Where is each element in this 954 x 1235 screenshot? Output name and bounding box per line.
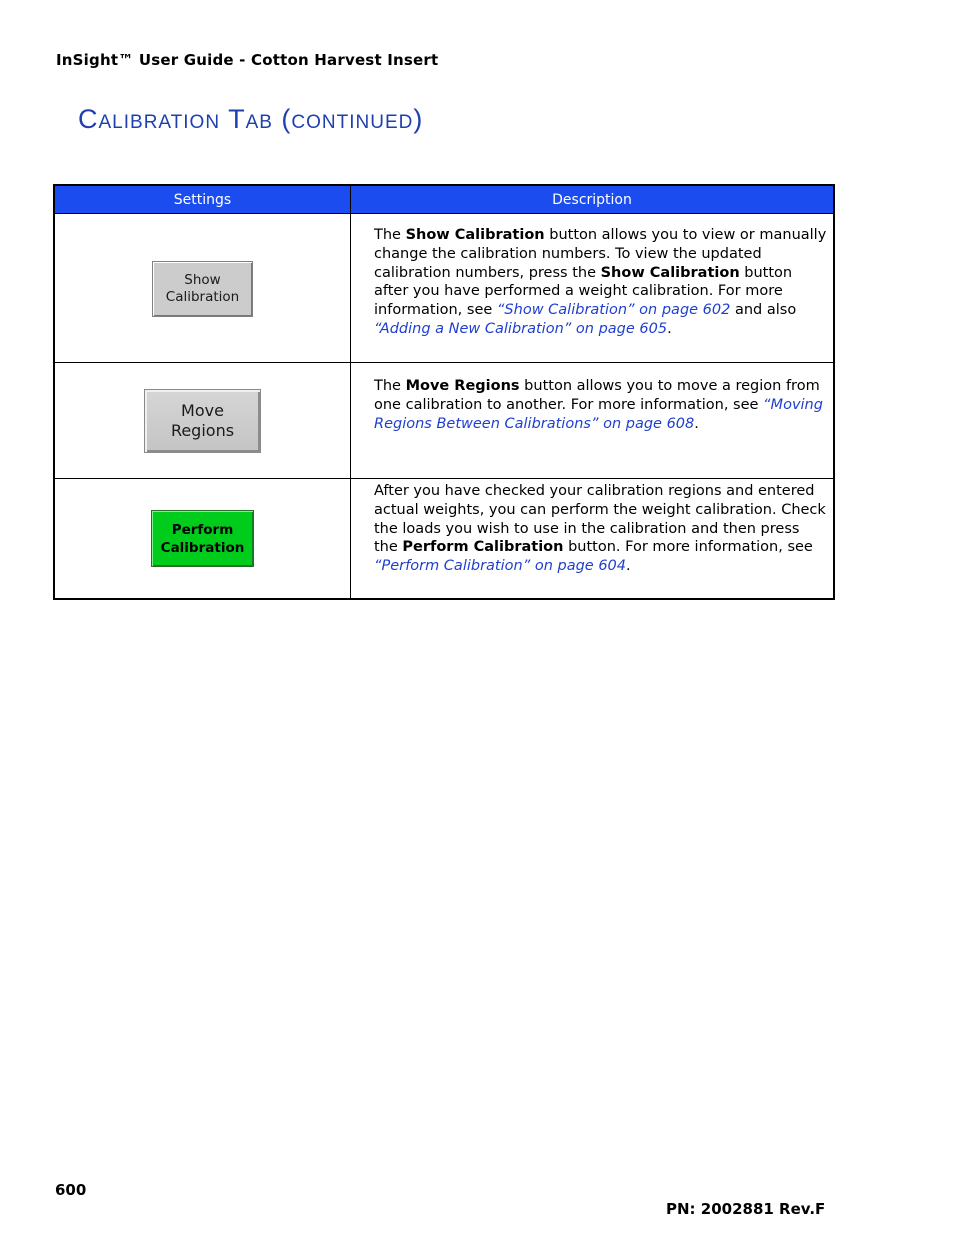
table-row	[54, 363, 834, 479]
description-cell	[351, 479, 835, 600]
perform-calibration-link[interactable]: “Perform Calibration” on page 604	[374, 558, 626, 575]
description-text: .	[667, 320, 672, 337]
table-row	[54, 479, 834, 600]
button-label-line: Show	[184, 272, 221, 288]
settings-table	[53, 184, 835, 600]
description-text: .	[694, 415, 699, 432]
button-label-line: Move	[181, 400, 224, 420]
description-text: .	[626, 558, 631, 575]
description-text: The	[374, 227, 406, 243]
description-bold-term: Move Regions	[405, 378, 520, 394]
description-bold-term: Show Calibration	[600, 264, 740, 281]
description-bold-term: Show Calibration	[405, 227, 545, 243]
table-header-row	[54, 185, 834, 214]
setting-cell	[54, 363, 351, 479]
button-label-line: Regions	[170, 420, 235, 440]
description-text: button. For more information, see	[563, 539, 813, 556]
setting-cell	[54, 479, 351, 600]
description-cell	[351, 214, 835, 363]
button-label-line: Calibration	[165, 289, 240, 305]
show-calibration-button[interactable]	[152, 261, 253, 317]
setting-cell	[54, 214, 351, 363]
description-text: The	[374, 378, 406, 394]
moving-regions-link[interactable]: “Moving Regions Between Calibrations” on page 608	[374, 396, 823, 432]
show-calibration-link[interactable]: “Show Calibration” on page 602	[496, 302, 731, 319]
description-text: button after you have performed a weight calibration. For more information, see	[374, 264, 793, 319]
button-label-line: Perform	[171, 521, 234, 538]
description-text: After you have checked your calibration regions and entered actual weights, you can perform the weight calibration. Check the loads you wish to use in the calibration and then press the	[374, 483, 826, 556]
move-regions-button[interactable]	[144, 389, 261, 453]
description-cell	[351, 363, 835, 479]
adding-new-calibration-link[interactable]: “Adding a New Calibration” on page 605	[374, 320, 668, 337]
document-header: InSight™ User Guide - Cotton Harvest Insert	[56, 51, 439, 69]
description-text: and also	[730, 302, 797, 319]
column-header-settings: Settings	[54, 185, 351, 214]
perform-calibration-button[interactable]	[151, 510, 254, 567]
button-label-line: Calibration	[160, 539, 245, 556]
table-row	[54, 214, 834, 363]
column-header-description: Description	[351, 185, 835, 214]
description-text: button allows you to view or manually change the calibration numbers. To view the updated calibration numbers, press the	[374, 227, 827, 281]
part-number: PN: 2002881 Rev.F	[666, 1200, 826, 1218]
description-text: button allows you to move a region from one calibration to another. For more information, see	[374, 378, 820, 413]
page-number: 600	[55, 1181, 87, 1199]
description-bold-term: Perform Calibration	[402, 539, 564, 556]
page-title: Calibration Tab (continued)	[78, 104, 424, 134]
